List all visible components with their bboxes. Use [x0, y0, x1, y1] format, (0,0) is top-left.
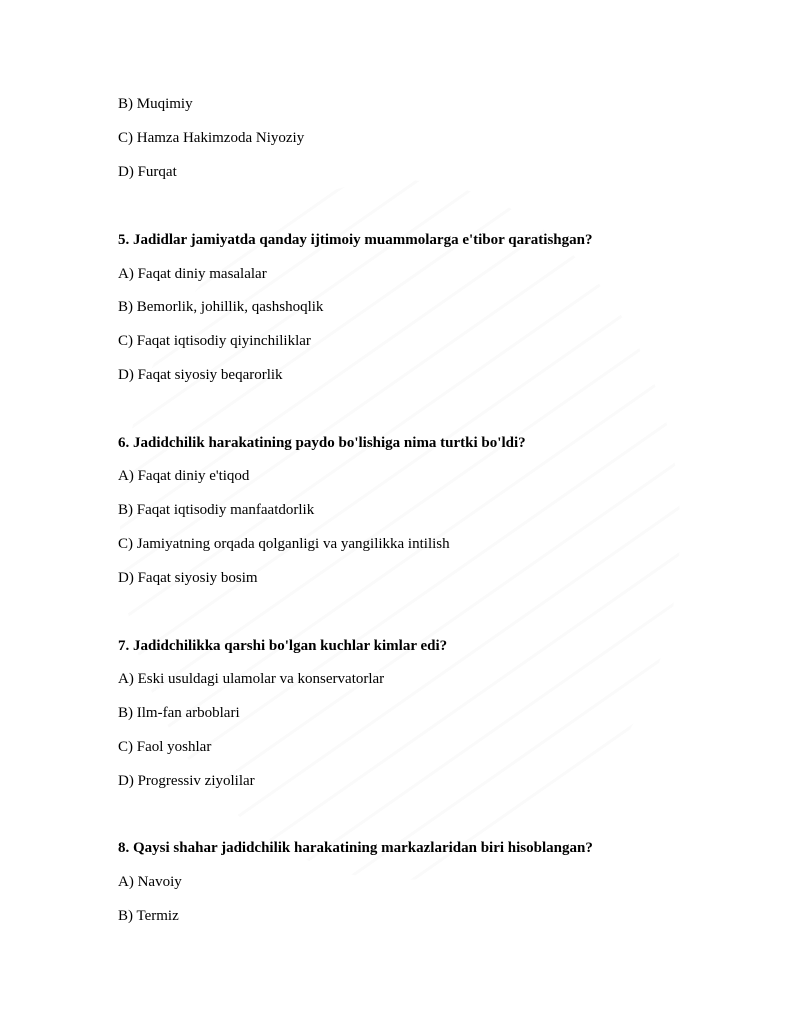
answer-option: B) Termiz [118, 908, 179, 924]
answer-option: D) Faqat siyosiy beqarorlik [118, 367, 283, 383]
answer-option: A) Faqat diniy e'tiqod [118, 468, 250, 484]
answer-option: D) Progressiv ziyolilar [118, 773, 255, 789]
answer-option: B) Ilm-fan arboblari [118, 705, 240, 721]
question-text: 5. Jadidlar jamiyatda qanday ijtimoiy muammolarga e'tibor qaratishgan? [118, 232, 593, 248]
answer-option: C) Faqat iqtisodiy qiyinchiliklar [118, 333, 311, 349]
answer-option: A) Eski usuldagi ulamolar va konservatorlar [118, 671, 385, 687]
answer-option: A) Navoiy [118, 874, 182, 890]
answer-option: B) Muqimiy [118, 96, 193, 112]
answer-option: C) Jamiyatning orqada qolganligi va yangilikka intilish [118, 536, 450, 552]
answer-option: B) Bemorlik, johillik, qashshoqlik [118, 299, 324, 315]
answer-option: C) Faol yoshlar [118, 739, 212, 755]
question-text: 8. Qaysi shahar jadidchilik harakatining markazlaridan biri hisoblangan? [118, 840, 593, 856]
answer-option: C) Hamza Hakimzoda Niyoziy [118, 130, 305, 146]
question-text: 7. Jadidchilikka qarshi bo'lgan kuchlar kimlar edi? [118, 638, 448, 654]
answer-option: D) Furqat [118, 164, 177, 180]
answer-option: A) Faqat diniy masalalar [118, 266, 267, 282]
question-text: 6. Jadidchilik harakatining paydo bo'lishiga nima turtki bo'ldi? [118, 435, 526, 451]
answer-option: B) Faqat iqtisodiy manfaatdorlik [118, 502, 315, 518]
answer-option: D) Faqat siyosiy bosim [118, 570, 258, 586]
